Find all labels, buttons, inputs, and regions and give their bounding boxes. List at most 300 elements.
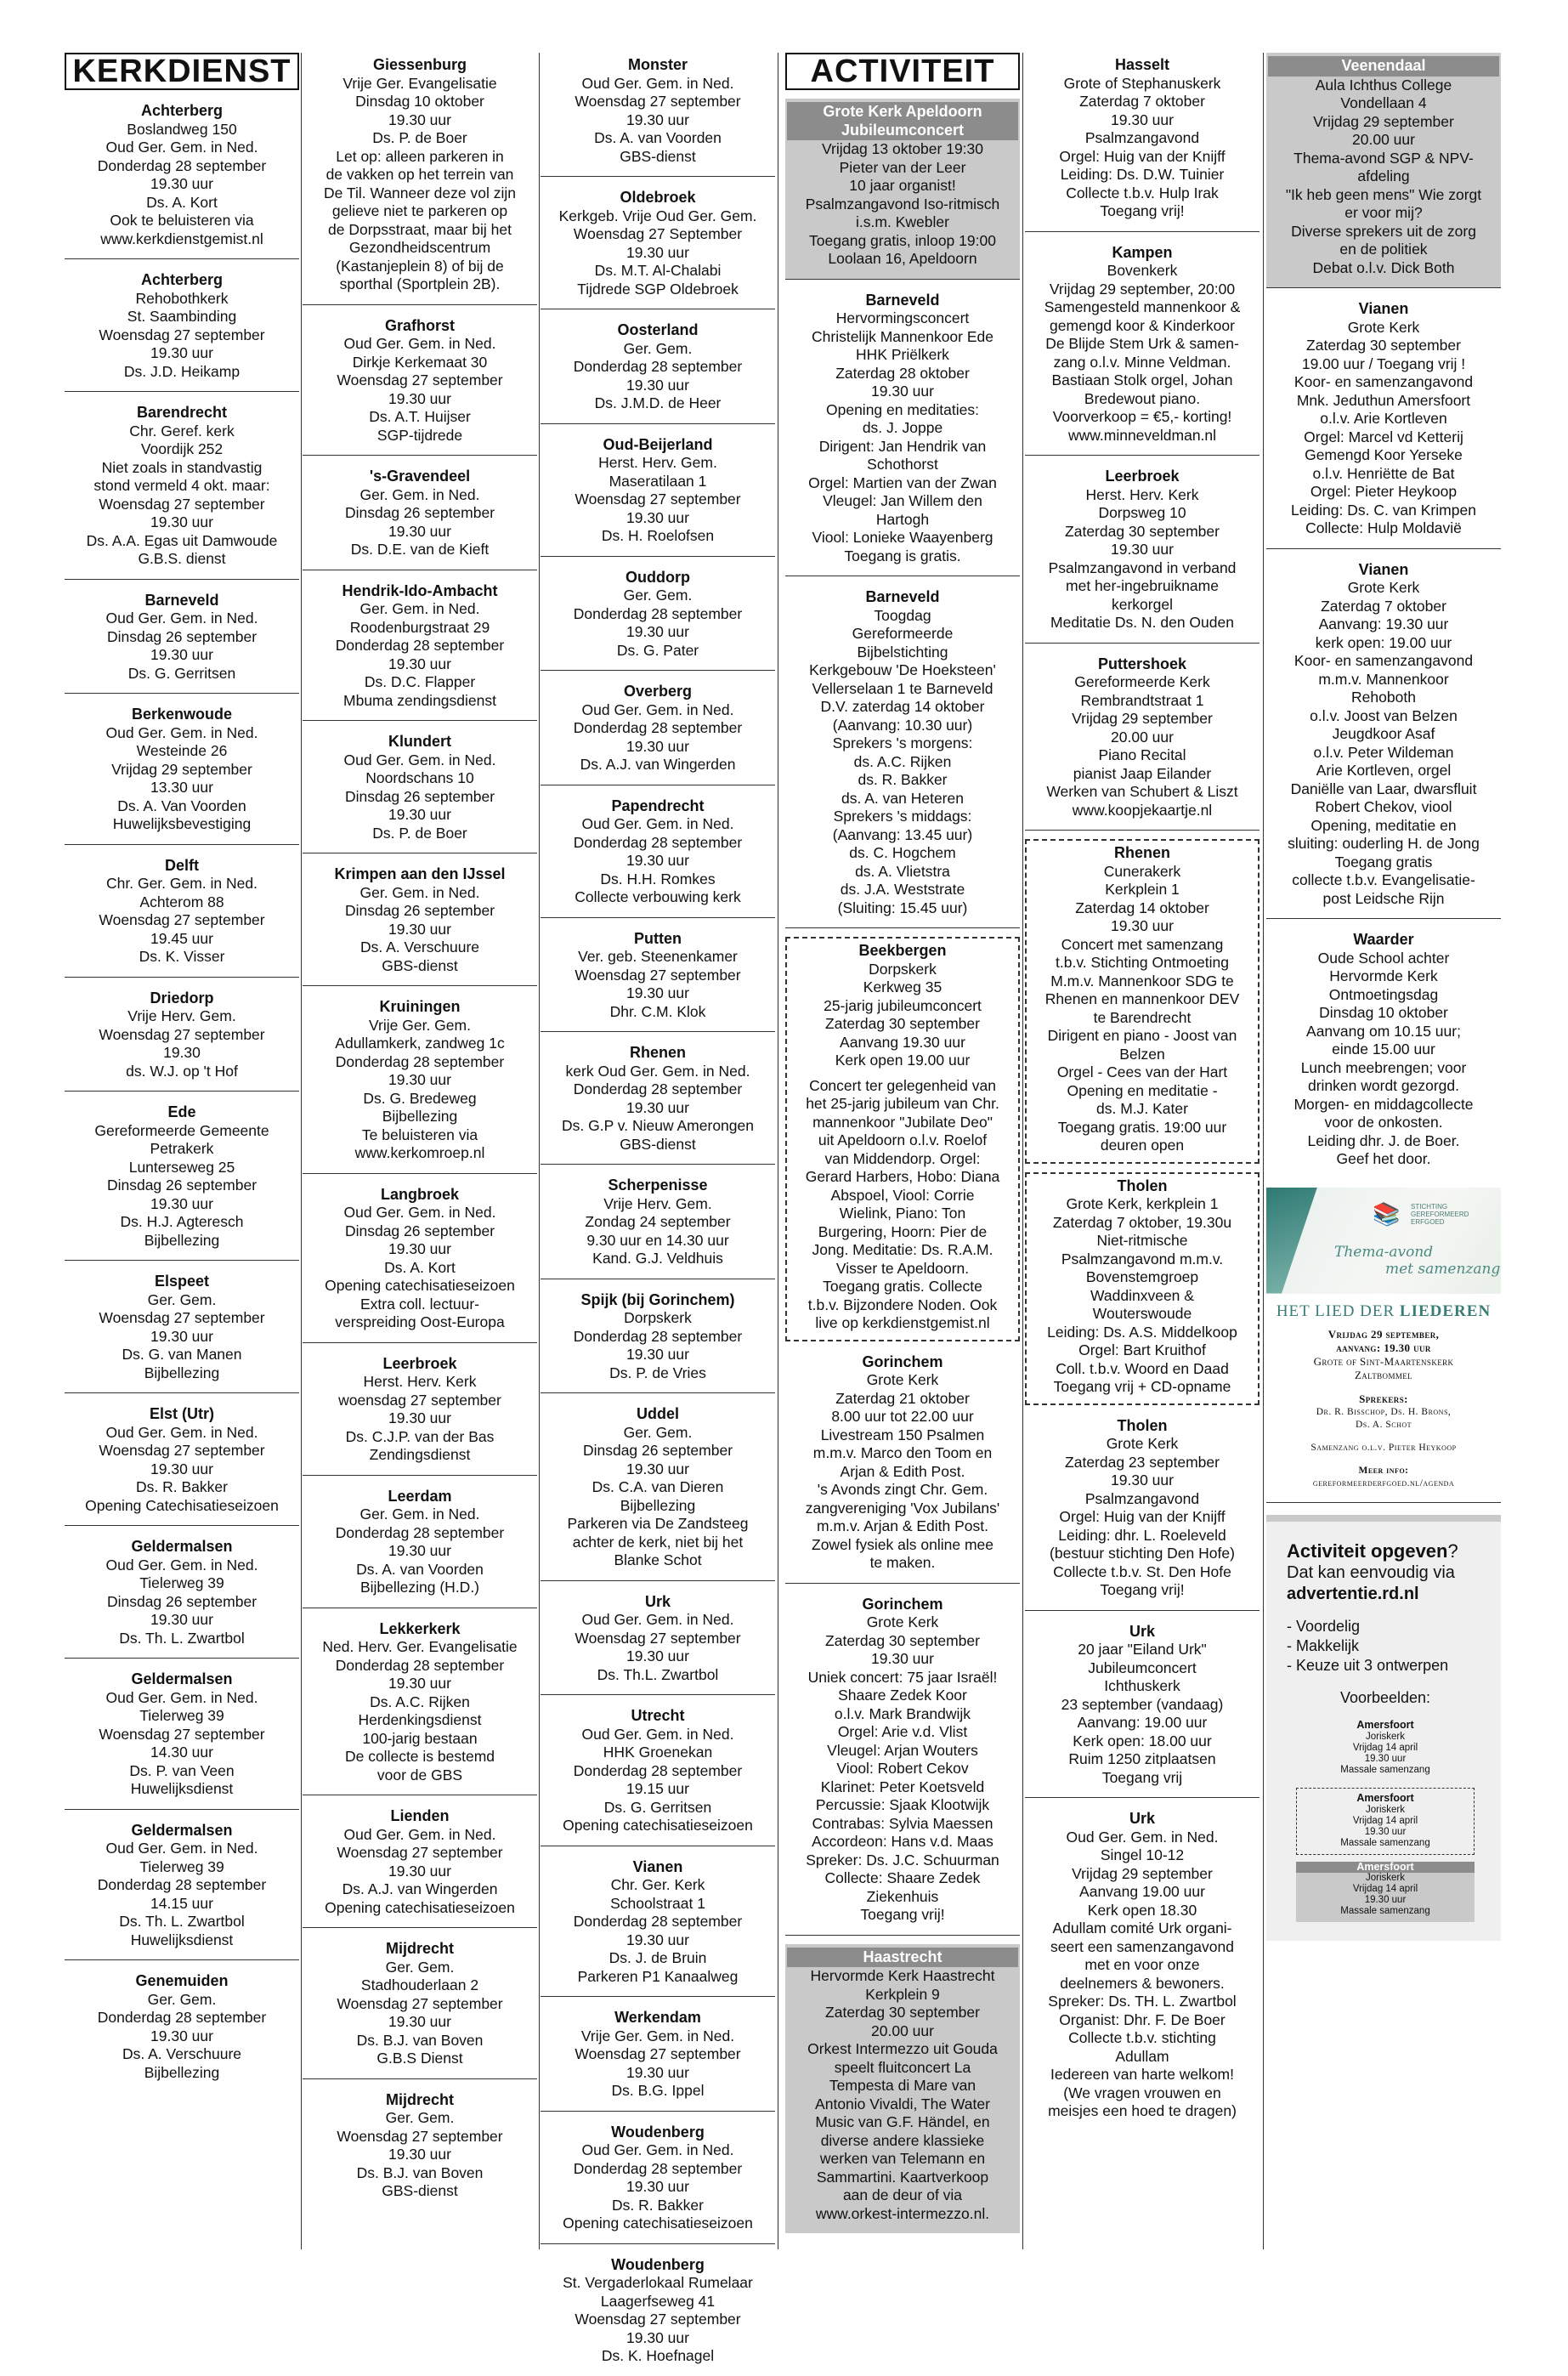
listing-place: Giessenburg	[372, 56, 467, 73]
listing-line[interactable]: www.koopjekaartje.nl	[1072, 801, 1213, 819]
example-line: 19.30 uur	[1364, 1826, 1407, 1837]
listing-hendrik-ido-ambacht	[303, 579, 537, 722]
listing-line: Zaterdag 7 oktober	[1079, 93, 1205, 110]
promo-speakers-label: Sprekers:	[1359, 1392, 1408, 1405]
listing-line[interactable]: www.kerkomroep.nl	[354, 1144, 485, 1161]
listing-line: 13.30 uur	[150, 779, 213, 796]
opgeven-link[interactable]: advertentie.rd.nl	[1287, 1584, 1419, 1603]
listing-line: Woensdag 27 september	[575, 93, 741, 110]
listing-line: Psalmzangavond in verband	[1048, 559, 1237, 576]
listing-geldermalsen	[65, 1667, 299, 1810]
listing-line: Stadhouderlaan 2	[360, 1976, 479, 1993]
example-place: Amersfoort	[1356, 1791, 1414, 1804]
listing-line: Collecte: Shaare Zedek	[824, 1869, 981, 1886]
listing-beekbergen	[785, 937, 1020, 1341]
listing-gorinchem	[785, 1350, 1020, 1584]
example-line: Joriskerk	[1365, 1731, 1405, 1742]
listing-place: Klundert	[388, 733, 451, 750]
listing-line: Dirigent en piano - Joost van	[1047, 1027, 1237, 1044]
listing-line: 20 jaar "Eiland Urk"	[1078, 1641, 1207, 1658]
listing-line: Ger. Gem.	[385, 1958, 455, 1976]
listing-line: Zaterdag 21 oktober	[835, 1389, 970, 1407]
listing-line: Vrije Herv. Gem.	[603, 1194, 712, 1212]
listing-line: Opening catechisatieseizoen	[563, 1817, 753, 1834]
listing-line: Adullam comité Urk organi-	[1052, 1920, 1232, 1937]
listing-line: (bestuur stichting Den Hofe)	[1050, 1545, 1235, 1562]
listing-line: Zaterdag 30 september	[1065, 522, 1220, 540]
listing-line: 19.30 uur	[388, 806, 451, 823]
listing-line: de Dorpsstraat, maar bij het	[328, 220, 512, 238]
listing-line: Oud Ger. Gem. in Ned.	[581, 2141, 734, 2158]
listing-line: 23 september (vandaag)	[1061, 1695, 1224, 1713]
listing-line: Kerkplein 1	[1105, 881, 1180, 898]
listing-line: Accordeon: Hans v.d. Maas	[812, 1833, 993, 1850]
listing-line: m.m.v. Arjan & Edith Post.	[817, 1517, 988, 1534]
listing-line: Ds. A.T. Huijser	[369, 408, 471, 425]
activiteit-heading: ACTIVITEIT	[785, 53, 1020, 90]
example-place: Amersfoort	[1356, 1718, 1414, 1731]
listing-line: 19.30 uur	[388, 1071, 451, 1088]
list-item: - Makkelijk	[1287, 1636, 1360, 1654]
listing-line: Toegang vrij!	[1100, 202, 1185, 219]
listing-line: Ziekenhuis	[866, 1887, 939, 1905]
listing-line: 19.30 uur	[388, 389, 451, 407]
listing-line: Oud Ger. Gem. in Ned.	[105, 139, 258, 156]
listing-place: Rhenen	[629, 1044, 686, 1061]
listing-veenendaal	[1266, 53, 1501, 288]
listing-line: Vleugel: Arjan Wouters	[827, 1741, 978, 1759]
listing-line[interactable]: www.minneveldman.nl	[1067, 426, 1217, 444]
listing-line: 19.30 uur	[626, 2178, 689, 2195]
listing-line: Ds. G.P v. Nieuw Amerongen	[562, 1117, 754, 1134]
listing-line: Woensdag 27 september	[575, 966, 741, 984]
listing-line: Ds. C.A. van Dieren	[592, 1478, 724, 1495]
listing-place: Genemuiden	[135, 1972, 229, 1989]
listing-line: Zaterdag 28 oktober	[835, 364, 970, 382]
listing-line: Dirigent: Jan Hendrik van	[818, 437, 987, 455]
listing-line: 19.30 uur	[626, 737, 689, 755]
listing-line: Hartogh	[875, 510, 930, 528]
listing-line: Dhr. C.M. Klok	[609, 1002, 706, 1020]
listing-line: er voor mij?	[1344, 204, 1423, 221]
promo-samenzang: Samenzang o.l.v. Pieter Heykoop	[1310, 1442, 1457, 1453]
listing-line: Petrakerk	[150, 1140, 214, 1157]
listing-line: voor de onkosten.	[1324, 1114, 1443, 1131]
listing-line: Ds. D.C. Flapper	[364, 673, 476, 690]
listing-line: Dinsdag 26 september	[344, 787, 495, 805]
listing-line: Opening catechisatieseizoen	[325, 1277, 515, 1294]
listing-line: Dinsdag 26 september	[344, 902, 495, 919]
listing-line: Zaterdag 30 september	[825, 1631, 980, 1649]
listing-line: aan de deur of via	[842, 2186, 963, 2203]
example-ad-grey	[1296, 1862, 1475, 1922]
listing-line: Ontmoetingsdag	[1328, 985, 1439, 1003]
listing-line: Ds. K. Visser	[139, 948, 225, 965]
listing-line: 19.45 uur	[150, 929, 213, 947]
listing-line: Concert ter gelegenheid van	[809, 1076, 996, 1094]
listing-line: Ds. A.J. van Wingerden	[342, 1880, 498, 1897]
listing-line: ds. A. Vlietstra	[855, 862, 950, 880]
listing-line: Tempesta di Mare van	[829, 2077, 976, 2094]
listing-line: Waddinxveen &	[1090, 1286, 1194, 1304]
listing-line: t.b.v. Bijzondere Noden. Ook	[807, 1296, 998, 1313]
listing-line: Ds. P. van Veen	[129, 1761, 235, 1779]
listing-line: Let op: alleen parkeren in	[336, 147, 504, 165]
example-line: Joriskerk	[1365, 1804, 1405, 1815]
listing-line: Ds. P. de Vries	[609, 1364, 706, 1381]
promo-speakers-2: Ds. A. Schot	[1355, 1419, 1412, 1430]
erfgoed-logo: STICHTING GEREFORMEERD ERFGOED	[1411, 1202, 1469, 1226]
activiteit-column-2	[1025, 53, 1259, 2249]
listing-line: GBS-dienst	[382, 2182, 458, 2199]
listing-line: "Ik heb geen mens" Wie zorgt	[1285, 185, 1482, 203]
listing-line: Leiding: Ds. A.S. Middelkoop	[1047, 1323, 1237, 1341]
listing-line: ds. C. Hogchem	[849, 844, 956, 861]
books-icon: 📚	[1373, 1200, 1401, 1227]
listing-line: Orgel: Huig van der Knijff	[1059, 147, 1226, 165]
listing-urk	[1025, 1619, 1259, 1799]
listing-line: Achterom 88	[139, 893, 224, 910]
listing-line: verspreiding Oost-Europa	[335, 1313, 505, 1330]
listing-achterberg	[65, 268, 299, 392]
listing-vianen	[541, 1855, 775, 1998]
listing-line: Donderdag 28 september	[97, 2009, 267, 2026]
listing-place: Haastrecht	[787, 1948, 1018, 1968]
listing-werkendam	[541, 2005, 775, 2112]
listing-line[interactable]: live op kerkdienstgemist.nl	[815, 1314, 990, 1331]
listing-line: Parkeren P1 Kanaalweg	[577, 1967, 739, 1985]
listing-line: Toegang vrij!	[1100, 1581, 1185, 1598]
listing-line: Collecte: Hulp Moldavië	[1305, 519, 1462, 536]
listing-line: 9.30 uur en 14.30 uur	[586, 1231, 729, 1249]
opgeven-title: Activiteit opgeven?	[1287, 1540, 1458, 1562]
listing-line: Donderdag 28 september	[573, 2159, 743, 2177]
listing-place: Scherpenisse	[608, 1177, 708, 1194]
listing-line: Ds. A. van Voorden	[356, 1560, 484, 1578]
listing-line: Orgel: Pieter Heykoop	[1310, 483, 1458, 500]
listing-line: Ichthuskerk	[1104, 1677, 1180, 1694]
listing-line: 25-jarig jubileumconcert	[824, 996, 982, 1014]
listing-line: Gerard Harbers, Hobo: Diana	[805, 1168, 1000, 1185]
listing-line: Bijbellezing	[620, 1496, 696, 1514]
listing-line: Grote Kerk	[1106, 1435, 1179, 1452]
listing-spijk-bij-gorinchem	[541, 1288, 775, 1394]
listing-line: m.m.v. Mannenkoor	[1318, 670, 1449, 688]
opgeven-text: Dat kan eenvoudig via	[1287, 1562, 1455, 1582]
opgeven-bullets	[1287, 1617, 1484, 1676]
listing-line: Bovenkerk	[1107, 262, 1178, 279]
listing-line: Oud Ger. Gem. in Ned.	[581, 1611, 734, 1628]
listing-line: 19.30 uur	[626, 111, 689, 128]
listing-line: Vrije Ger. Gem.	[369, 1016, 471, 1034]
listing-place: Ouddorp	[626, 568, 690, 586]
listing-line: Mnk. Jeduthun Amersfoort	[1296, 391, 1471, 409]
listing-line[interactable]: www.kerkdienstgemist.nl	[100, 230, 263, 247]
listing-klundert	[303, 729, 537, 853]
listing-line: Vrije Ger. Gem. in Ned.	[580, 2027, 735, 2044]
listing-monster	[541, 53, 775, 177]
listing-line: Opening catechisatieseizoen	[325, 1898, 515, 1916]
listing-line: Tielerweg 39	[139, 1857, 224, 1875]
listing-barendrecht	[65, 400, 299, 580]
listing-line: Contrabas: Sylvia Maessen	[812, 1814, 993, 1832]
listing-line: Schothorst	[867, 456, 938, 473]
listing-line: Kerkplein 9	[865, 1985, 940, 2003]
listing-line: Donderdag 28 september	[573, 358, 743, 375]
listing-line: ds. M.J. Kater	[1096, 1100, 1188, 1117]
listing-line: sporthal (Sportplein 2B).	[339, 275, 501, 292]
listing-line: Gezondheidscentrum	[348, 239, 491, 256]
listing-genemuiden	[65, 1969, 299, 2092]
listing-line: Ger. Gem. in Ned.	[359, 485, 480, 503]
listing-line: Donderdag 28 september	[335, 1052, 505, 1070]
example-line: Vrijdag 14 april	[1352, 1815, 1418, 1826]
example-line: Vrijdag 14 april	[1352, 1883, 1418, 1894]
listing-line: Toegang vrij + CD-opname	[1053, 1378, 1231, 1395]
listing-line: Bijbellezing	[382, 1108, 458, 1125]
listing-line: Hervormde Kerk	[1329, 967, 1438, 984]
listing-line: (We vragen vrouwen en	[1063, 2084, 1221, 2101]
listing-line: Ds. P. de Boer	[372, 824, 467, 842]
listing-line: Bovenstemgroep	[1085, 1268, 1199, 1285]
listing-line: 20.00 uur	[1352, 131, 1415, 148]
listing-line: 19.30 uur	[626, 243, 689, 261]
listing-place: Rhenen	[1113, 844, 1170, 861]
listing-line: woensdag 27 september	[338, 1391, 501, 1409]
listing-place: Tholen	[1117, 1177, 1168, 1194]
listing-place: Waarder	[1353, 931, 1414, 948]
listing-line: Huwelijksbevestiging	[112, 815, 252, 832]
listing-line: Kerkweg 35	[863, 978, 942, 995]
listing-gorinchem	[785, 1592, 1020, 1936]
listing-line: Bredewout piano.	[1084, 389, 1201, 407]
listing-line: met en voor onze	[1084, 1956, 1200, 1973]
listing-line: D.V. zaterdag 14 oktober	[820, 698, 985, 715]
listing-puttershoek	[1025, 652, 1259, 831]
listing-place: Grote Kerk Apeldoorn Jubileumconcert	[787, 102, 1018, 140]
listing-line: 19.30 uur	[1111, 917, 1174, 934]
listing-line: en de politiek	[1339, 241, 1428, 258]
listing-line: Toegang gratis, inloop 19:00	[809, 231, 996, 249]
listing-berkenwoude	[65, 702, 299, 845]
listing-line: 19.30 uur	[626, 623, 689, 640]
listing-line: Ds. G. van Manen	[122, 1346, 242, 1363]
listing-line: ds. J. Joppe	[862, 419, 943, 436]
listing-line: Grote Kerk	[1347, 318, 1420, 336]
listing-overberg	[541, 679, 775, 785]
listing-line: Zaterdag 30 september	[825, 1015, 980, 1032]
listing-line: 19.30 uur	[150, 1460, 213, 1477]
listing-line: Herst. Herv. Kerk	[363, 1373, 477, 1390]
listing-line: Aanvang: 19.30 uur	[1318, 615, 1449, 632]
listing-waarder	[1266, 927, 1501, 1179]
listing-line: Oud Ger. Gem. in Ned.	[343, 335, 496, 352]
listing-line: De Til. Wanneer deze vol zijn	[324, 184, 516, 201]
listing-line: Woensdag 27 september	[99, 911, 265, 928]
listing-line: 20.00 uur	[1111, 728, 1174, 746]
listing-place: Grafhorst	[384, 316, 455, 334]
listing-line: Chr. Ger. Kerk	[610, 1876, 705, 1893]
listing-line: Oud Ger. Gem. in Ned.	[105, 1840, 258, 1857]
listing-place: Werkendam	[614, 2009, 701, 2026]
listing-rhenen	[541, 1041, 775, 1165]
listing-urk	[1025, 1806, 1259, 2131]
listing-line: Maseratilaan 1	[609, 472, 707, 490]
listing-vianen	[1266, 297, 1501, 549]
listing-place: Vianen	[632, 1857, 683, 1875]
listing-line: Viool: Lonieke Waayenberg	[812, 529, 993, 546]
listing-line: Woensdag 27 september	[575, 2045, 741, 2062]
listing-place: Spijk (bij Gorinchem)	[580, 1290, 735, 1308]
listing-line: Spreker: Ds. TH. L. Zwartbol	[1048, 1993, 1237, 2010]
listing-line: Klarinet: Peter Koetsveld	[820, 1778, 985, 1795]
listing-line: Dinsdag 10 oktober	[355, 93, 484, 110]
listing-geldermalsen	[65, 1534, 299, 1659]
listing-line: Ds. G. Gerritsen	[127, 664, 236, 682]
listing-line: Ds. A. Kort	[146, 193, 218, 211]
listing-line: 19.30 uur	[388, 655, 451, 672]
listing-line: Ger. Gem.	[385, 2109, 455, 2126]
promo-speakers: Dr. R. Bisschop, Ds. H. Brons,	[1316, 1406, 1452, 1417]
listing-line: Grote Kerk	[866, 1613, 939, 1630]
listing-place: Gorinchem	[862, 1352, 943, 1370]
listing-line: Dinsdag 26 september	[344, 504, 495, 521]
listing-line: Herdenkingsdienst	[358, 1711, 482, 1728]
listing-line: Donderdag 28 september	[573, 604, 743, 622]
listing-line: Vrijdag 29 september	[1072, 1864, 1213, 1882]
listing-place: Langbroek	[380, 1185, 459, 1203]
listing-line: Debat o.l.v. Dick Both	[1312, 258, 1455, 276]
listing-line: Oud Ger. Gem. in Ned.	[105, 1556, 258, 1574]
listing-line: Viool: Robert Cekov	[836, 1760, 969, 1777]
listing-line: Laagerfseweg 41	[600, 2292, 716, 2310]
listing-line: 19.30 uur	[626, 984, 689, 1001]
listing-line: 19.30 uur	[626, 852, 689, 869]
listing-line: Donderdag 28 september	[573, 1080, 743, 1097]
listing-line: Oud Ger. Gem. in Ned.	[343, 1825, 496, 1843]
listing-line: 19.30 uur	[388, 920, 451, 938]
listing-line: te maken.	[869, 1554, 936, 1571]
listing-line: Gereformeerde	[852, 625, 954, 642]
example-line: 19.30 uur	[1364, 1894, 1407, 1905]
listing-line: Woensdag 27 september	[99, 1309, 265, 1326]
listing-place: Barneveld	[144, 591, 219, 609]
listing-line: Ds. C.J.P. van der Bas	[345, 1427, 495, 1445]
listing-place: Barneveld	[865, 588, 940, 605]
kerkdienst-heading: KERKDIENST	[65, 53, 299, 90]
listing-line: Ds. A. Van Voorden	[117, 797, 246, 814]
listing-line: 19.30 uur	[150, 2027, 213, 2044]
listing-line: ds. J.A. Weststrate	[840, 881, 965, 898]
listing-line: Oud Ger. Gem. in Ned.	[581, 74, 734, 92]
listing-line: Jong. Meditatie: Ds. R.A.M.	[812, 1241, 993, 1258]
listing-line: Ger. Gem.	[623, 1423, 693, 1441]
listing-line: 14.15 uur	[150, 1894, 213, 1912]
listing-line: 19.30 uur	[150, 513, 213, 530]
listing-line: Ds. B.J. van Boven	[356, 2031, 484, 2049]
listing-line: van Middendorp. Orgel:	[824, 1149, 981, 1167]
listing-line: Kerkgeb. Vrije Oud Ger. Gem.	[558, 207, 757, 224]
listing-line: Donderdag 28 september	[335, 637, 505, 654]
listing-line: Ds. R. Bakker	[136, 1478, 228, 1495]
listing-line: Ds. H.J. Agteresch	[120, 1213, 244, 1230]
listing-line: Ger. Gem. in Ned.	[359, 600, 480, 617]
listing-line: Organist: Dhr. F. De Boer	[1059, 2010, 1226, 2028]
listing-delft	[65, 853, 299, 978]
listing-line: Ds. G. Bredeweg	[363, 1089, 477, 1107]
listing-line: Hervormde Kerk Haastrecht	[810, 1967, 995, 1984]
listing-place: Uddel	[636, 1405, 679, 1422]
listing-line: Ds. A.J. van Wingerden	[580, 756, 736, 773]
listing-line: Sprekers 's middags:	[833, 808, 972, 825]
listing-line: Oud Ger. Gem. in Ned.	[105, 723, 258, 741]
listing-line: Vrijdag 29 september	[1313, 112, 1454, 130]
listing-line: G.B.S Dienst	[376, 2050, 463, 2067]
listing-place: Tholen	[1117, 1416, 1168, 1434]
listing-line: Dinsdag 26 september	[582, 1442, 733, 1459]
listing-line: ds. R. Bakker	[858, 771, 948, 788]
listing-line: Visser te Apeldoorn.	[835, 1259, 970, 1277]
kerkdienst-column-2	[303, 53, 537, 2249]
listing-line: Donderdag 28 september	[335, 1656, 505, 1674]
listing-line: Ds. B.J. van Boven	[356, 2163, 484, 2181]
listing-line: werken van Telemann en	[819, 2150, 986, 2167]
listing-place: Oldebroek	[620, 189, 696, 206]
listing-line: Christelijk Mannenkoor Ede	[812, 327, 993, 345]
listing-line: Parkeren via De Zandsteeg	[567, 1515, 749, 1532]
example-ad-plain	[1296, 1715, 1475, 1781]
listing-urk	[541, 1590, 775, 1696]
listing-line: 19.30 uur	[388, 1675, 451, 1692]
listing-line: Orgel: Martien van der Zwan	[808, 473, 997, 491]
listing-place: Hasselt	[1114, 56, 1170, 73]
listing-line: Grote of Stephanuskerk	[1063, 74, 1221, 92]
listing-line: Vrije Herv. Gem.	[127, 1007, 236, 1024]
listing-elst-utr	[65, 1402, 299, 1526]
listing-woudenberg	[541, 2253, 775, 2376]
listing-line: seert een samenzangavond	[1050, 1937, 1234, 1955]
listing-line: Pieter van der Leer	[839, 158, 966, 176]
listing-line: sluiting: ouderling H. de Jong	[1288, 835, 1480, 852]
listing-line: Woensdag 27 september	[99, 1025, 265, 1043]
listing-line[interactable]: www.orkest-intermezzo.nl.	[815, 2204, 990, 2222]
listing-line: 19.15 uur	[626, 1780, 689, 1797]
listing-line: Sprekers 's morgens:	[832, 734, 973, 751]
listing-line: Rhenen en mannenkoor DEV	[1044, 990, 1240, 1007]
listing-line: met her-ingebruikname	[1066, 577, 1219, 594]
listing-giessenburg	[303, 53, 537, 305]
listing-line: Bijbellezing	[144, 1231, 220, 1249]
example-line: 19.30 uur	[1364, 1753, 1407, 1764]
listing-line: 19.30 uur	[626, 508, 689, 526]
listing-line: GBS-dienst	[382, 956, 458, 974]
listing-line: Robert Chekov, viool	[1315, 798, 1452, 815]
listing-place: Kampen	[1112, 243, 1173, 261]
listing-line: uit Apeldoorn o.l.v. Roelof	[818, 1131, 988, 1148]
listing-line: Singel 10-12	[1100, 1846, 1185, 1863]
listing-line: 19.30 uur	[150, 1327, 213, 1345]
listing-place: Elspeet	[154, 1273, 210, 1290]
listing-line: Ds. J. de Bruin	[609, 1949, 707, 1966]
listing-line: Ds. A. Kort	[384, 1258, 456, 1276]
listing-line: Kerk open 19.00 uur	[835, 1052, 971, 1069]
listing-line: Music van G.F. Händel, en	[815, 2113, 990, 2130]
listing-place: Puttershoek	[1097, 655, 1187, 672]
listing-line: Ds. Th.L. Zwartbol	[597, 1665, 719, 1683]
listing-line: 19.30 uur	[150, 1611, 213, 1628]
listing-place: Overberg	[623, 683, 693, 700]
listing-line: SGP-tijdrede	[376, 426, 463, 444]
